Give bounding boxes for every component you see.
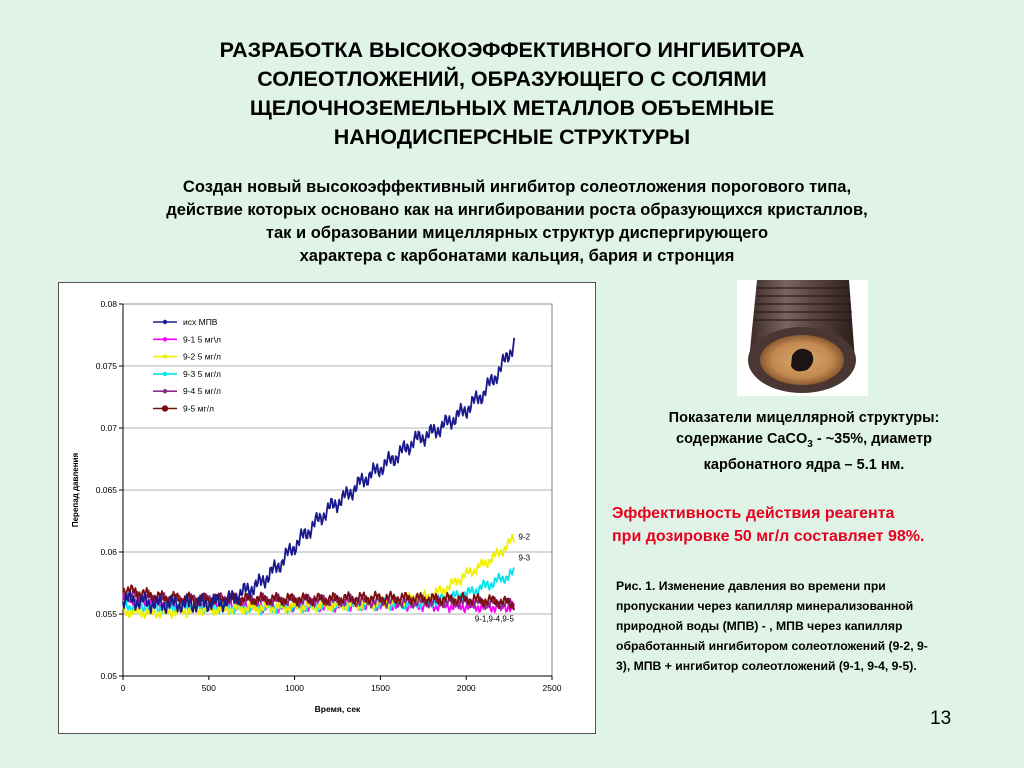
legend-label: 9-5 мг/л — [183, 403, 214, 414]
micelle-subscript: 3 — [807, 438, 813, 450]
title-line: СОЛЕОТЛОЖЕНИЙ, ОБРАЗУЮЩЕГО С СОЛЯМИ — [257, 67, 767, 91]
legend-label: 9-3 5 мг/л — [183, 368, 222, 379]
micelle-line: Показатели мицеллярной структуры: — [668, 410, 940, 426]
capillary-photo — [737, 280, 868, 396]
caption-line: обработанный ингибитором солеотложений (9-2, 9- — [616, 639, 928, 653]
legend-label: 9-1 5 мг\л — [183, 334, 222, 345]
annotation-label: 9-2 — [518, 532, 531, 542]
y-tick-label: 0.055 — [95, 609, 117, 619]
annotation-label: 9-1,9-4,9-5 — [474, 614, 514, 624]
y-tick-label: 0.07 — [100, 423, 117, 433]
intro-line: так и образовании мицеллярных структур диспергирующего — [265, 224, 769, 242]
page-number: 13 — [930, 708, 952, 729]
caption-line: 3), МПВ + ингибитор солеотложений (9-1, 9-4, 9-5). — [616, 659, 917, 673]
figure-caption — [616, 576, 996, 676]
y-tick-label: 0.05 — [100, 671, 117, 681]
x-tick-label: 2000 — [456, 683, 476, 693]
intro-line: Создан новый высокоэффективный ингибитор солеотложения порогового типа, — [182, 178, 852, 196]
x-axis-title: Время, сек — [314, 704, 361, 714]
intro-line: действие которых основано как на ингибировании роста образующихся кристаллов, — [166, 201, 868, 219]
x-tick-label: 500 — [201, 683, 216, 693]
legend-label: 9-2 5 мг/л — [183, 351, 222, 362]
y-tick-label: 0.065 — [95, 485, 117, 495]
micelle-text: - ~35%, диаметр — [812, 431, 932, 447]
title-line: НАНОДИСПЕРСНЫЕ СТРУКТУРЫ — [333, 125, 691, 149]
x-tick-label: 2500 — [542, 683, 562, 693]
legend-label: исх МПВ — [183, 317, 218, 327]
y-axis-title: Перепад давления — [71, 452, 80, 528]
chart-svg — [59, 283, 595, 733]
annotation-label: 9-3 — [518, 553, 531, 563]
legend-marker — [162, 405, 168, 411]
capillary-cross-section-image — [737, 280, 868, 396]
efficiency-line: при дозировке 50 мг/л составляет 98%. — [612, 528, 925, 545]
y-tick-label: 0.06 — [100, 547, 117, 557]
y-tick-label: 0.075 — [95, 361, 117, 371]
x-tick-label: 1500 — [370, 683, 390, 693]
legend-marker — [163, 337, 167, 341]
intro-line: характера с карбонатами кальция, бария и стронция — [299, 247, 735, 265]
intro-paragraph — [60, 176, 974, 268]
x-tick-label: 1000 — [285, 683, 305, 693]
title-line: РАЗРАБОТКА ВЫСОКОЭФФЕКТИВНОГО ИНГИБИТОРА — [219, 38, 805, 62]
title-line: ЩЕЛОЧНОЗЕМЕЛЬНЫХ МЕТАЛЛОВ ОБЪЕМНЫЕ — [249, 96, 775, 120]
legend-marker — [163, 389, 167, 393]
caption-line: Рис. 1. Изменение давления во времени при — [616, 579, 886, 593]
micelle-text: содержание CaCO — [676, 431, 808, 447]
micelle-line: карбонатного ядра – 5.1 нм. — [703, 456, 905, 473]
caption-line: пропускании через капилляр минерализованной — [616, 599, 914, 613]
slide-title — [130, 36, 894, 152]
legend-marker — [163, 354, 167, 358]
efficiency-line: Эффективность действия реагента — [612, 505, 895, 522]
legend-label: 9-4 5 мг/л — [183, 386, 222, 397]
legend-marker — [163, 372, 167, 376]
pressure-chart — [58, 282, 596, 734]
micelle-properties — [604, 408, 1004, 476]
legend-marker — [163, 320, 167, 324]
y-tick-label: 0.08 — [100, 299, 117, 309]
caption-line: природной воды (МПВ) - , МПВ через капилляр — [616, 619, 903, 633]
micelle-line — [604, 429, 1004, 455]
x-tick-label: 0 — [120, 683, 126, 693]
efficiency-statement — [612, 502, 1017, 548]
